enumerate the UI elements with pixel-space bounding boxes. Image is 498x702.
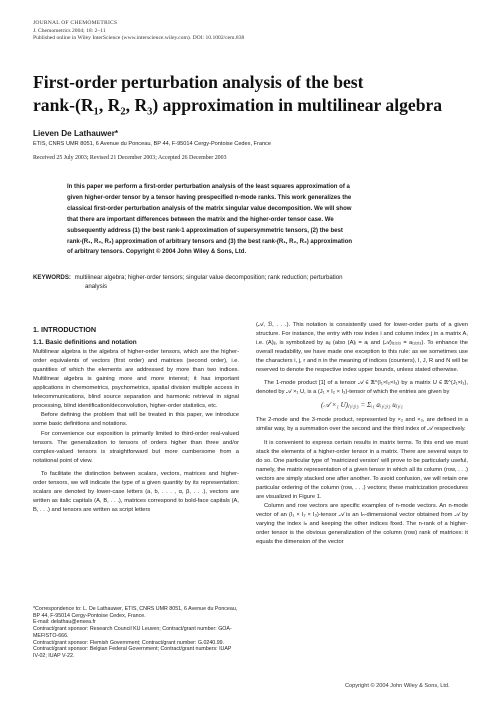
journal-header — [33, 20, 244, 43]
paragraph: For convenience our exposition is primarily limited to third-order real-valued tensors. The generalization to tensors of orders higher than three and/or complex-valued tensors is straightforward but more cumbersome from a notational point of view. — [33, 430, 239, 464]
keywords-label: KEYWORDS: — [33, 274, 71, 281]
journal-citation: J. Chemometrics 2004; 18: 2–11 — [33, 27, 106, 34]
abstract-line: given higher-order tensor by a tensor having prespecified n-mode ranks. This work generalizes the — [67, 194, 352, 201]
paragraph: To facilitate the distinction between scalars, vectors, matrices and higher-order tensors, we will indicate the type of a given quantity by its representation: scalars are denoted by lower-case letters (a, b, . . . , α, β, . . .), vectors are written as italic capitals (A, B, . . .), matrices correspond to bold-face capitals (A, B, . . .) and tensors are written as script letters — [33, 470, 239, 513]
keywords-line-1: multilinear algebra; higher-order tensors; singular value decomposition; rank reduction; perturbation — [74, 274, 343, 281]
footnote-grant: Contract/grant sponsor: Research Council KU Leuven; Contract/grant number: GOA-MEFISTO-666. — [33, 626, 232, 639]
footnotes — [33, 606, 239, 660]
journal-name: JOURNAL OF CHEMOMETRICS — [33, 20, 118, 26]
footnote-grant: Contract/grant sponsor: Flemish Government; Contract/grant number: G.0240.99. — [33, 639, 225, 646]
abstract-line: rank-(R₁, R₂, R₃) approximation of arbitrary tensors and (3) the best rank-(R₁, R₂, R₃) approximation — [67, 238, 353, 245]
abstract-line: classical first-order perturbation analysis of the matrix singular value decomposition. We will show — [67, 205, 352, 212]
paragraph: The 2-mode and the 3-mode product, represented by ×₂ and ×₃, are defined in a similar way, by a summation over the second and the third index of 𝒜 respectively. — [256, 417, 468, 433]
publication-note: Published online in Wiley InterScience (www.interscience.wiley.com). DOI: 10.1002/cem.838 — [33, 35, 245, 42]
paragraph: It is convenient to express certain results in matrix terms. To this end we must stack the elements of a higher-order tensor in a matrix. There are several ways to do so. One particular type of 'matricized version' will prove to be particularly useful, namely, the matrix representation of a given tensor in which all its column (row, . . .) vectors are simply stacked one after another. To avoid confusion, we will retain one particular ordering of the column (row, . . .) vectors; these matricization procedures are visualized in Figure 1. — [256, 439, 468, 500]
paragraph: The 1-mode product [1] of a tensor 𝒜 ∈ ℝ^(I₁×I₂×I₃) by a matrix U ∈ ℝ^(J₁×I₁), denoted by 𝒜 ×₁ U, is a (J₁ × I₂ × I₃)-tensor of which the entries are given by — [256, 380, 468, 396]
left-column — [33, 320, 239, 515]
right-column — [256, 321, 468, 547]
keywords-line-2: analysis — [85, 283, 108, 291]
keywords — [33, 273, 467, 291]
paragraph: Column and row vectors are specific examples of n-mode vectors. An n-mode vector of an (I₁ × I₂ × I₃)-tensor 𝒜 is an Iₙ-dimensional vector obtained from 𝒜 by varying the index iₙ and keeping the other indices fixed. The n-rank of a higher-order tensor is the obvious generalization of the column (row) rank of matrices: it equals the dimension of the vector — [256, 502, 468, 546]
article-title — [33, 71, 473, 117]
paragraph: Multilinear algebra is the algebra of higher-order tensors, which are the higher-order equivalents of vectors (first order) and matrices (second order), i.e. quantities of which the elements are addressed by more than two indices. Multilinear algebra is gaining more and more interest; it has important applications in chemometrics, psychometrics, spatial division multiple access in telecommunications, blind source separation and harmonic retrieval in signal processing, blind identification/deconvolution, higher-order statistics, etc. — [33, 349, 239, 410]
paragraph: Before defining the problem that will be treated in this paper, we introduce some basic definitions and notations. — [33, 412, 239, 428]
author-affiliation: ETIS, CNRS UMR 8051, 6 Avenue du Ponceau, BP 44, F-95014 Cergy-Pontoise Cedex, France — [33, 141, 271, 147]
abstract-line: that there are important differences between the matrix and the higher-order tensor case. We — [67, 216, 334, 223]
paragraph: (𝒜, ℬ, . . .). This notation is consistently used for lower-order parts of a given structure. For instance, the entry with row index i and column index j in a matrix A, i.e. (A)ᵢⱼ, is symbolized by aᵢⱼ (also (A)ᵢ = aᵢ and (𝒜)ᵢ₁ᵢ₂ᵢ₃ = aᵢ₁ᵢ₂ᵢ₃). To enhance the overall readability, we have made one exception to this rule: as we sometimes use the characters i, j, r and n in the meaning of indices (counters), I, J, R and N will be reserved to denote the respective index upper bounds, unless stated otherwise. — [256, 322, 468, 374]
title-line-1: First-order perturbation analysis of the best — [33, 72, 364, 92]
abstract-line: of arbitrary tensors. Copyright © 2004 John Wiley & Sons, Ltd. — [67, 249, 247, 256]
footnote-grant: Contract/grant sponsor: Belgian Federal Government; Contract/grant numbers: IUAP IV-02; IUAP V-22. — [33, 646, 232, 659]
footnote-correspondence: *Correspondence to: L. De Lathauwer, ETIS, CNRS UMR 8051, 6 Avenue du Ponceau, BP 44, F-95014 Cergy-Pontoise Cedex, France. — [33, 606, 238, 619]
author-name: Lieven De Lathauwer* — [33, 129, 119, 138]
footnote-email: E-mail: delathau@ensea.fr — [33, 619, 96, 626]
section-heading: 1. INTRODUCTION — [33, 325, 97, 334]
abstract-line: In this paper we perform a first-order perturbation analysis of the least squares approximation of a — [67, 184, 350, 190]
copyright-notice: Copyright © 2004 John Wiley & Sons, Ltd. — [345, 683, 450, 689]
abstract-line: subsequently address (1) the best rank-1 approximation of supersymmetric tensors, (2) the best — [67, 227, 343, 234]
received-dates: Received 25 July 2003; Revised 21 December 2003; Accepted 26 December 2003 — [33, 155, 227, 161]
title-line-2: rank-(R₁, R₂, R₃) approximation in multilinear algebra — [33, 95, 443, 115]
subsection-heading: 1.1. Basic definitions and notation — [33, 339, 137, 347]
abstract — [67, 182, 459, 258]
equation: (𝒜 ×₁ U)ⱼ₁ᵢ₂ᵢ₃ = Σᵢ₁ aᵢ₁ᵢ₂ᵢ₃ uⱼ₁ᵢ₁ — [321, 401, 403, 410]
